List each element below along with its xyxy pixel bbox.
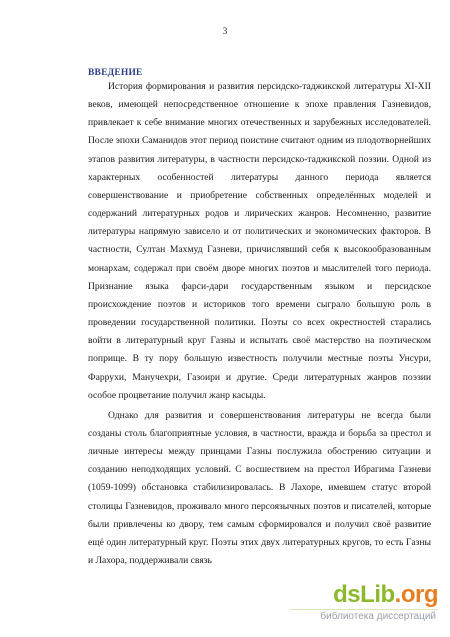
page-number: 3 xyxy=(222,26,228,36)
watermark-divider xyxy=(290,609,438,610)
paragraph-1: История формирования и развития персидско-таджикской литературы XI-XII веков, имеющей непосредственное отношение к эпохе правления Газневидов, привлекает к себе внимание многих отечественных и зарубежных исследователей. После эпохи Саманидов этот период поистине считают одним из плодотворнейших этапов развития литературы, в частности персидско-таджикской поэзии. Одной из характерных особенностей литературы данного периода является совершенствование и приобретение собственных определённых моделей и содержаний литературных родов и лирических жанров. Несомненно, развитие литературы напрямую зависело и от политических и экономических факторов. В частности, Султан Махмуд Газневи, причислявший себя к высокообразованным монархам, содержал при своём дворе многих поэтов и мыслителей того периода. Признание языка фарси-дари государственным языком и персидское происхождение поэтов и историков того времени сыграло большую роль в проведении государственной политики. Поэты со всех окрестностей старались войти в литературный круг Газны и испытать своё мастерство на поэтическом поприще. В ту пору большую известность получили местные поэты Унсури, Фаррухи, Манучехри, Газоири и другие. Среди литературных жанров поэзии особое процветание получил жанр касыды. xyxy=(88,81,431,401)
document-body xyxy=(88,68,431,570)
section-heading: ВВЕДЕНИЕ xyxy=(88,68,143,78)
watermark-subtitle: библиотека диссертаций xyxy=(320,611,436,622)
dslib-logo[interactable] xyxy=(333,581,438,609)
logo-org-text: org xyxy=(400,581,438,608)
site-watermark[interactable] xyxy=(288,581,438,627)
paragraph-2: Однако для развития и совершенствования литературы не всегда были созданы столь благоприятные условия, в частности, вражда и борьба за престол и личные интересы между принцами Газны послужила обострению ситуации и созданию неподходящих условий. С восшествием на престол Ибрагима Газневи (1059-1099) обстановка стабилизировалась. В Лахоре, имевшем статус второй столицы Газневидов, проживало много персоязычных поэтов и писателей, которые были привлечены ко двору, тем самым сформировался и получил своё развитие ещё один литературный круг. Поэты этих двух литературных кругов, то есть Газны и Лахора, поддерживали связь xyxy=(88,409,431,567)
logo-dot-text: . xyxy=(394,581,401,608)
logo-lib-text: Lib xyxy=(360,581,395,608)
logo-ds-text: ds xyxy=(333,581,361,608)
